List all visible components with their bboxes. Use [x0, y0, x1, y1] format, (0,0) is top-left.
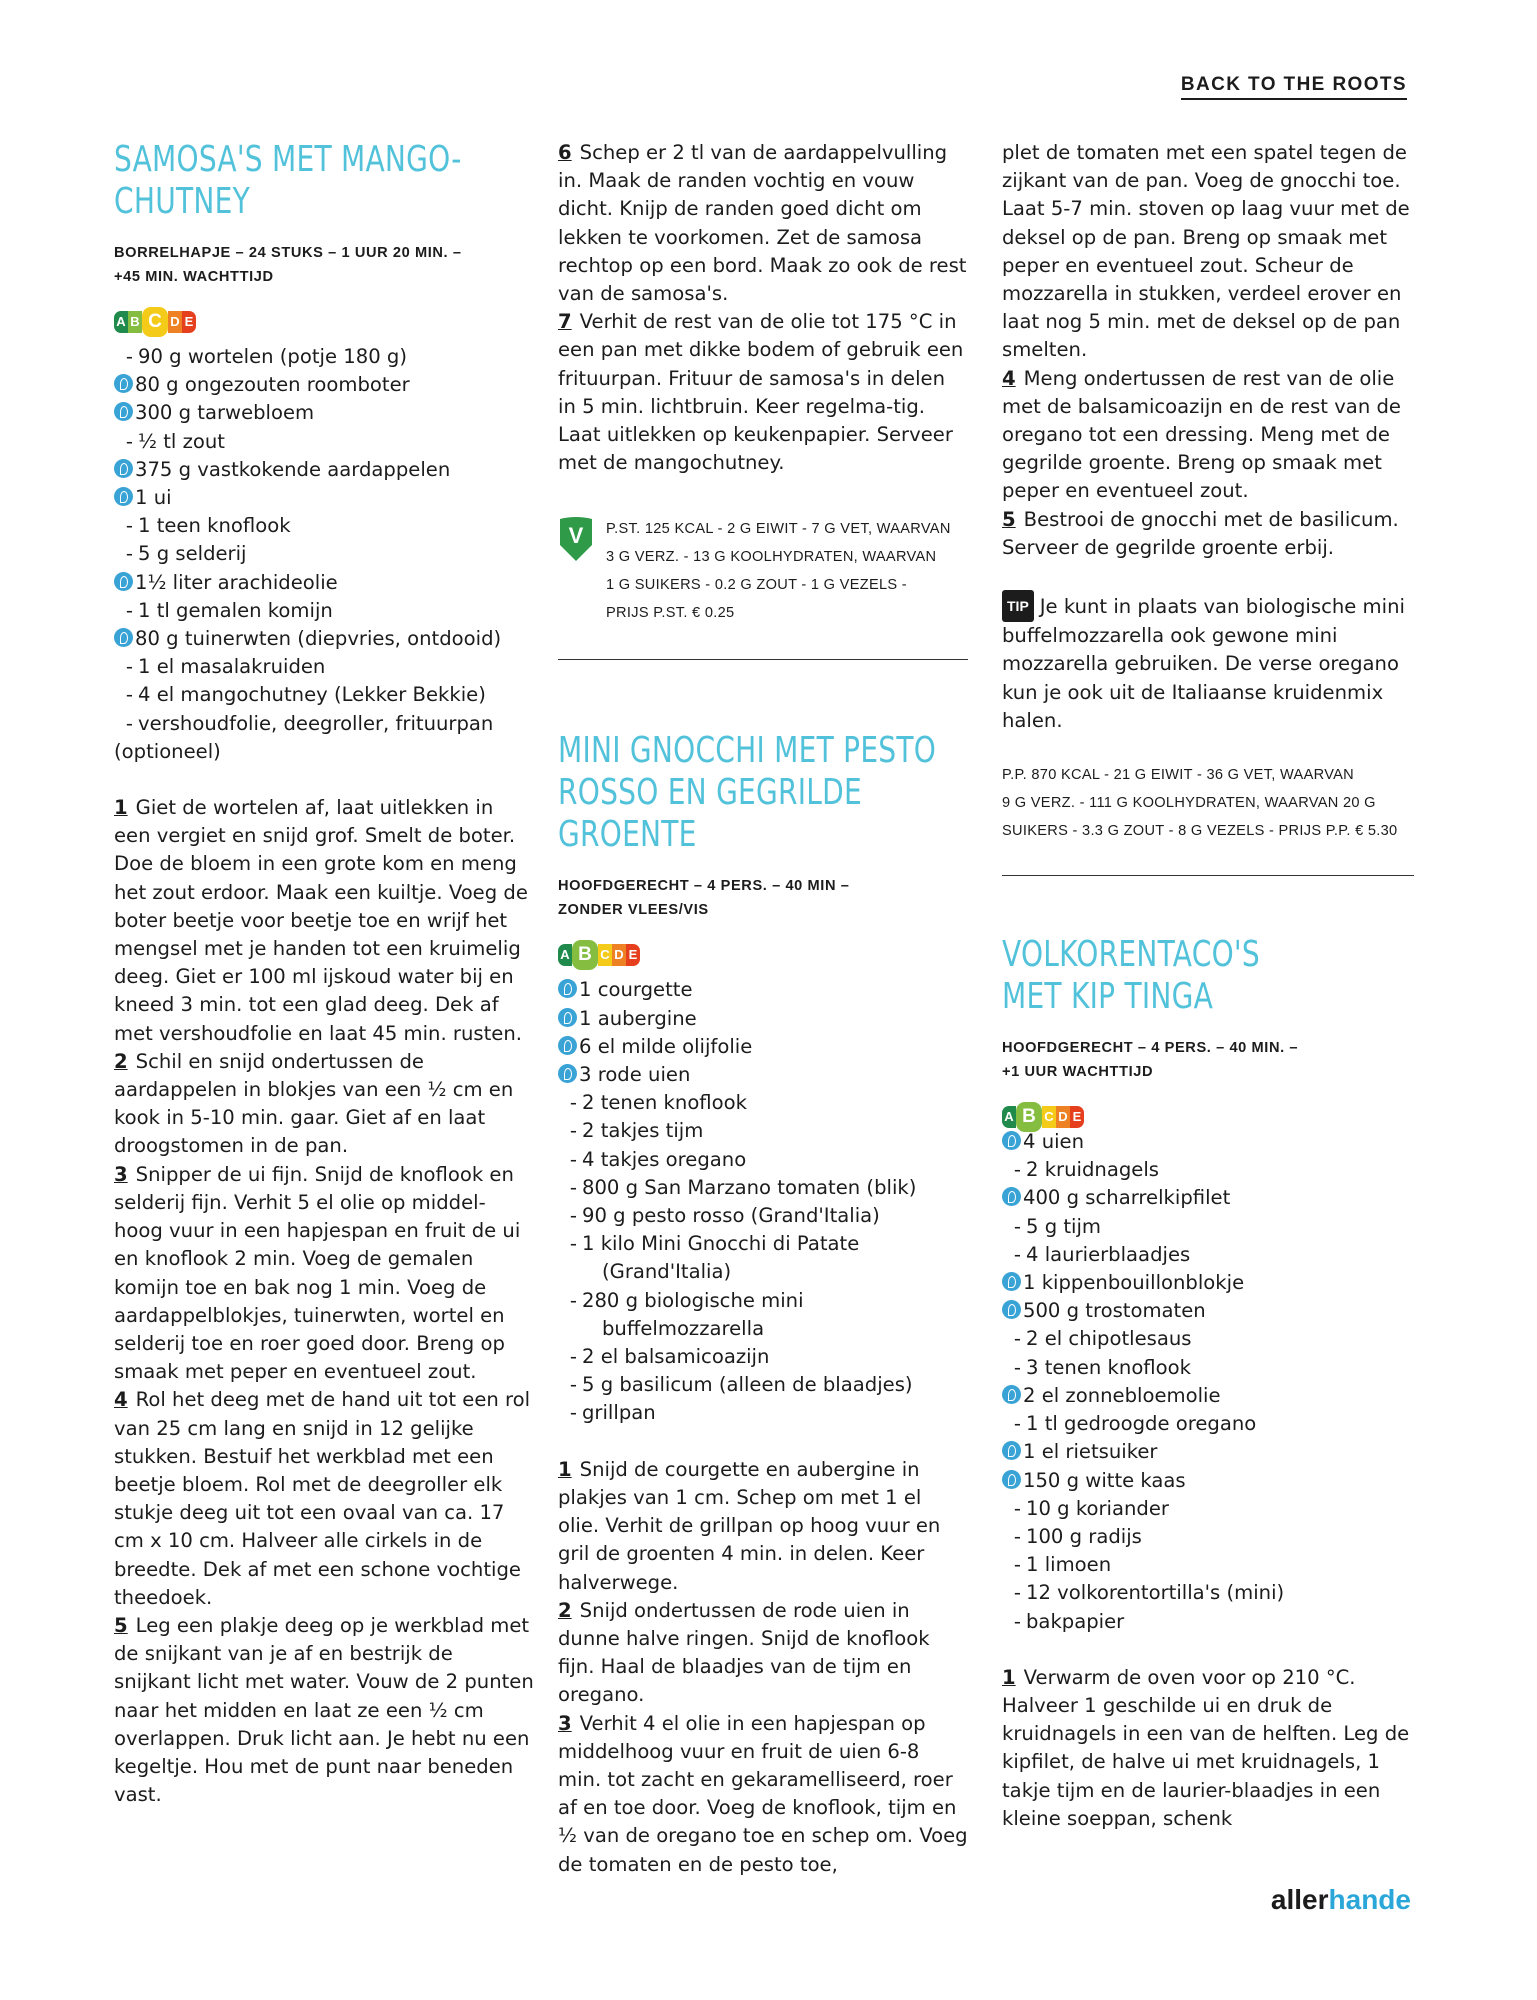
ingredient-item — [558, 1315, 968, 1343]
step-paragraph — [114, 1386, 534, 1612]
step-text: Rol het deeg met de hand uit tot een rol van 25 cm lang en snijd in 12 gelijke stukken. Bestuif het werkblad met een beetje bloem. Rol met de deegroller elk stukje deeg uit tot een ovaal van ca. 17 cm x 10 cm. Halveer alle cirkels in de breedte. Dek af met een schone vochtige theedoek. — [114, 1388, 531, 1609]
nutrition-line: P.ST. 125 KCAL - 2 G EIWIT - 7 G VET, WAARVAN — [606, 521, 951, 538]
bullet-dash: - — [569, 1175, 577, 1199]
ingredient-text: (optioneel) — [114, 739, 221, 763]
ingredient-text: 6 el milde olijfolie — [579, 1034, 753, 1058]
ingredient-item — [1002, 1128, 1414, 1156]
title-line: SAMOSA'S MET MANGO- — [114, 139, 462, 180]
organic-icon — [1002, 1187, 1021, 1206]
ingredient-text: 1 kilo Mini Gnocchi di Patate — [582, 1232, 860, 1256]
step-number: 5 — [114, 1613, 128, 1637]
step-number: 3 — [558, 1711, 572, 1735]
step-number: 4 — [114, 1388, 128, 1412]
ingredient-item — [558, 1287, 968, 1315]
meta-line: +1 UUR WACHTTIJD — [1002, 1064, 1154, 1081]
step-paragraph — [1002, 1664, 1414, 1833]
organic-icon — [1002, 1300, 1021, 1319]
nutriscore-b: B — [128, 311, 142, 333]
bullet-dash: - — [125, 683, 133, 707]
bullet-dash: - — [569, 1288, 577, 1312]
ingredient-text: bakpapier — [1026, 1609, 1125, 1633]
ingredient-text: 1 teen knoflook — [138, 514, 291, 538]
organic-icon — [114, 459, 133, 478]
ingredient-item — [114, 569, 534, 597]
organic-icon — [1002, 1385, 1021, 1404]
step-paragraph — [114, 1048, 534, 1161]
step-paragraph — [558, 1597, 968, 1710]
organic-icon — [558, 979, 577, 998]
ingredient-item — [558, 1005, 968, 1033]
ingredient-item — [1002, 1382, 1414, 1410]
step-text: Snijd de courgette en aubergine in plakjes van 1 cm. Schep om met 1 el olie. Verhit de grillpan op hoog vuur en gril de groenten 4 min. in delen. Keer halverwege. — [558, 1457, 941, 1594]
nutrition-line: 3 G VERZ. - 13 G KOOLHYDRATEN, WAARVAN — [606, 549, 937, 566]
step-number: 7 — [558, 310, 572, 334]
ingredient-item — [1002, 1410, 1414, 1438]
ingredient-text: 3 rode uien — [579, 1063, 691, 1087]
ingredient-text: 500 g trostomaten — [1023, 1299, 1206, 1323]
ingredient-text: 1 el rietsuiker — [1023, 1440, 1158, 1464]
bullet-dash: - — [1013, 1581, 1021, 1605]
bullet-dash: - — [569, 1119, 577, 1143]
step-paragraph — [1002, 506, 1414, 562]
bullet-dash: - — [1013, 1214, 1021, 1238]
nutrition-line: 1 G SUIKERS - 0.2 G ZOUT - 1 G VEZELS - — [606, 577, 907, 594]
ingredient-list — [1002, 1128, 1414, 1636]
ingredient-item — [114, 428, 534, 456]
nutriscore-a: A — [1002, 1106, 1016, 1128]
organic-icon — [114, 402, 133, 421]
nutriscore-d: D — [1056, 1106, 1070, 1128]
nutriscore-c: C — [142, 307, 168, 337]
step-number: 1 — [114, 796, 128, 820]
bullet-dash: - — [1013, 1524, 1021, 1548]
title-line: VOLKORENTACO'S — [1002, 934, 1260, 976]
ingredient-item — [558, 1230, 968, 1258]
organic-icon — [1002, 1272, 1021, 1291]
organic-icon — [1002, 1441, 1021, 1460]
bullet-dash: - — [1013, 1242, 1021, 1266]
nutriscore-badge — [114, 307, 534, 337]
ingredient-item — [114, 456, 534, 484]
ingredient-item — [558, 1343, 968, 1371]
ingredient-item — [114, 371, 534, 399]
ingredient-item — [1002, 1495, 1414, 1523]
ingredient-text: 5 g tijm — [1026, 1214, 1102, 1238]
ingredient-item — [558, 1033, 968, 1061]
ingredient-text: 1 kippenbouillonblokje — [1023, 1271, 1245, 1295]
ingredient-text: 80 g ongezouten roomboter — [135, 373, 410, 397]
step-paragraph — [558, 308, 968, 477]
ingredient-item — [114, 738, 534, 766]
recipe-meta — [1002, 1036, 1414, 1084]
step-number: 5 — [1002, 507, 1016, 531]
ingredient-text: 4 takjes oregano — [582, 1147, 747, 1171]
svg-text:V: V — [568, 523, 584, 549]
ingredient-item — [114, 484, 534, 512]
ingredient-text: 10 g koriander — [1026, 1496, 1169, 1520]
ingredient-item — [1002, 1269, 1414, 1297]
bullet-dash: - — [1013, 1158, 1021, 1182]
column-1 — [114, 139, 534, 1809]
bullet-dash: - — [125, 598, 133, 622]
bullet-dash: - — [569, 1401, 577, 1425]
tip-text: Je kunt in plaats van biologische mini buffelmozzarella ook gewone mini mozzarella gebruiken. De verse oregano kun je ook uit de Italiaanse kruidenmix halen. — [1002, 595, 1405, 732]
nutriscore-badge — [558, 940, 968, 970]
ingredient-item — [558, 1117, 968, 1145]
bullet-dash: - — [125, 345, 133, 368]
ingredient-item — [1002, 1297, 1414, 1325]
title-line: MINI GNOCCHI MET PESTO — [558, 730, 937, 772]
instruction-steps — [1002, 365, 1414, 562]
step-number: 4 — [1002, 366, 1016, 390]
step-paragraph — [558, 1456, 968, 1597]
nutriscore-c: C — [1042, 1106, 1056, 1128]
recipe-title-gnocchi — [558, 730, 967, 856]
ingredient-text: 1 limoen — [1026, 1553, 1112, 1577]
ingredient-item — [558, 1174, 968, 1202]
bullet-dash: - — [569, 1232, 577, 1256]
bullet-dash: - — [1013, 1609, 1021, 1633]
ingredient-text: 5 g basilicum (alleen de blaadjes) — [582, 1373, 913, 1397]
title-line: ROSSO EN GEGRILDE GROENTE — [558, 772, 863, 856]
ingredient-text: 2 el balsamicoazijn — [582, 1345, 770, 1369]
step-text: Schep er 2 tl van de aardappelvulling in. Maak de randen vochtig en vouw dicht. Knijp de randen goed dicht om lekken te voorkomen. Zet de samosa rechtop op een bord. Maak zo ook de rest van de samosa's. — [558, 141, 967, 306]
ingredient-text: 1½ liter arachideolie — [135, 570, 338, 594]
ingredient-text: 90 g wortelen (potje 180 g) — [138, 345, 407, 368]
ingredient-item — [114, 540, 534, 568]
ingredient-text: 80 g tuinerwten (diepvries, ontdooid) — [135, 627, 502, 651]
bullet-dash: - — [125, 429, 133, 453]
step-number: 2 — [114, 1049, 128, 1073]
bullet-dash: - — [125, 711, 133, 735]
instruction-steps — [1002, 1664, 1414, 1833]
ingredient-text: 12 volkorentortilla's (mini) — [1026, 1581, 1285, 1605]
tip-badge: TIP — [1002, 590, 1034, 622]
ingredient-item — [1002, 1325, 1414, 1353]
ingredient-item — [1002, 1156, 1414, 1184]
nutriscore-a: A — [558, 944, 572, 966]
ingredient-text: 90 g pesto rosso (Grand'Italia) — [582, 1204, 880, 1228]
bullet-dash: - — [569, 1373, 577, 1397]
recipe-meta — [114, 241, 534, 289]
ingredient-text: 2 kruidnagels — [1026, 1158, 1159, 1182]
ingredient-item — [1002, 1438, 1414, 1466]
ingredient-text: ½ tl zout — [138, 429, 225, 453]
ingredient-text: buffelmozzarella — [602, 1316, 765, 1340]
nutriscore-e: E — [182, 311, 196, 333]
divider — [558, 659, 968, 660]
ingredient-item — [1002, 1354, 1414, 1382]
ingredient-item — [114, 343, 534, 371]
divider — [1002, 875, 1414, 876]
nutriscore-d: D — [168, 311, 182, 333]
ingredient-text: 1 courgette — [579, 978, 693, 1002]
ingredient-item — [114, 681, 534, 709]
organic-icon — [558, 1064, 577, 1083]
step-paragraph — [114, 1612, 534, 1809]
bullet-dash: - — [1013, 1553, 1021, 1577]
ingredient-text: grillpan — [582, 1401, 656, 1425]
recipe-meta — [558, 874, 968, 922]
step-number: 3 — [114, 1162, 128, 1186]
meta-line: BORRELHAPJE – 24 STUKS – 1 UUR 20 MIN. – — [114, 245, 462, 261]
instruction-steps — [558, 1456, 968, 1879]
tip-block — [1002, 590, 1414, 735]
ingredient-text: 1 el masalakruiden — [138, 655, 326, 679]
step-text: Verwarm de oven voor op 210 °C. Halveer 1 geschilde ui en druk de kruidnagels in een van de helften. Leg de kipfilet, de halve ui met kruidnagels, 1 takje tijm en de laurier-blaadjes in een kleine soeppan, schenk — [1002, 1665, 1410, 1830]
section-header: BACK TO THE ROOTS — [1181, 74, 1407, 100]
bullet-dash: - — [569, 1345, 577, 1369]
ingredient-text: 2 el chipotlesaus — [1026, 1327, 1192, 1351]
ingredient-text: 1 tl gemalen komijn — [138, 598, 333, 622]
instruction-steps — [114, 794, 534, 1809]
bullet-dash: - — [1013, 1327, 1021, 1351]
nutrition-text — [1002, 761, 1414, 845]
ingredient-item — [1002, 1213, 1414, 1241]
title-line: CHUTNEY — [114, 181, 250, 222]
bullet-dash: - — [1013, 1412, 1021, 1436]
step-text: Leg een plakje deeg op je werkblad met de snijkant van je af en bestrijk de snijkant licht met water. Vouw de 2 punten naar het midden en laat ze een ½ cm overlappen. Druk licht aan. Je hebt nu een kegeltje. Hou met de punt naar beneden vast. — [114, 1613, 534, 1807]
ingredient-text: 4 laurierblaadjes — [1026, 1242, 1191, 1266]
recipe-title-tacos — [1002, 934, 1413, 1018]
brand-part: hande — [1328, 1884, 1411, 1915]
column-2 — [558, 139, 968, 1879]
ingredient-text: 400 g scharrelkipfilet — [1023, 1186, 1231, 1210]
ingredient-item — [558, 1399, 968, 1427]
organic-icon — [558, 1036, 577, 1055]
nutrition-line: P.P. 870 KCAL - 21 G EIWIT - 36 G VET, WAARVAN — [1002, 767, 1355, 784]
step-paragraph — [114, 794, 534, 1048]
ingredient-text: 2 takjes tijm — [582, 1119, 704, 1143]
step-paragraph — [558, 1710, 968, 1879]
nutriscore-d: D — [612, 944, 626, 966]
ingredient-item — [114, 653, 534, 681]
nutriscore-c: C — [598, 944, 612, 966]
step-paragraph — [114, 1161, 534, 1387]
organic-icon — [114, 374, 133, 393]
ingredient-item — [558, 1089, 968, 1117]
ingredient-list — [114, 343, 534, 766]
ingredient-text: 4 uien — [1023, 1130, 1085, 1154]
bullet-dash: - — [125, 542, 133, 566]
meta-line: HOOFDGERECHT – 4 PERS. – 40 MIN – — [558, 878, 850, 895]
step-text: Schil en snijd ondertussen de aardappelen in blokjes van een ½ cm en kook in 5-10 min. gaar. Giet af en laat droogstomen in de pan. — [114, 1049, 514, 1158]
column-3 — [1002, 139, 1414, 1833]
step-number: 1 — [1002, 1665, 1016, 1689]
ingredient-text: 100 g radijs — [1026, 1524, 1142, 1548]
nutrition-line: SUIKERS - 3.3 G ZOUT - 8 G VEZELS - PRIJS P.P. € 5.30 — [1002, 823, 1398, 840]
bullet-dash: - — [125, 514, 133, 538]
ingredient-text: 300 g tarwebloem — [135, 401, 315, 425]
ingredient-item — [558, 1202, 968, 1230]
nutriscore-a: A — [114, 311, 128, 333]
ingredient-item — [558, 1061, 968, 1089]
ingredient-text: 2 tenen knoflook — [582, 1091, 747, 1115]
ingredient-item — [114, 399, 534, 427]
step-number: 1 — [558, 1457, 572, 1481]
ingredient-text: 1 ui — [135, 486, 172, 510]
ingredient-item — [558, 1146, 968, 1174]
instruction-steps-continued — [1002, 139, 1414, 365]
bullet-dash: - — [569, 1204, 577, 1228]
instruction-steps-continued — [558, 139, 968, 477]
ingredient-text: 1 aubergine — [579, 1006, 697, 1030]
ingredient-item — [114, 597, 534, 625]
ingredient-item — [1002, 1523, 1414, 1551]
ingredient-item — [558, 976, 968, 1004]
step-text: Meng ondertussen de rest van de olie met de balsamicoazijn en de rest van de oregano tot een dressing. Meng met de gegrilde groente. Breng op smaak met peper en eventueel zout. — [1002, 366, 1401, 503]
title-line: MET KIP TINGA — [1002, 976, 1214, 1018]
step-text: Bestrooi de gnocchi met de basilicum. Serveer de gegrilde groente erbij. — [1002, 507, 1399, 559]
ingredient-item — [558, 1258, 968, 1286]
bullet-dash: - — [1013, 1355, 1021, 1379]
ingredient-list — [558, 976, 968, 1427]
ingredient-item — [1002, 1579, 1414, 1607]
nutriscore-e: E — [626, 944, 640, 966]
brand-part: aller — [1270, 1884, 1329, 1915]
step-text: Snijd ondertussen de rode uien in dunne halve ringen. Snijd de knoflook fijn. Haal de blaadjes van de tijm en oregano. — [558, 1598, 930, 1707]
bullet-dash: - — [1013, 1496, 1021, 1520]
step-number: 2 — [558, 1598, 572, 1622]
ingredient-text: 2 el zonnebloemolie — [1023, 1383, 1221, 1407]
meta-line: +45 MIN. WACHTTIJD — [114, 269, 274, 285]
organic-icon — [114, 487, 133, 506]
ingredient-text: vershoudfolie, deegroller, frituurpan — [138, 711, 494, 735]
nutrition-info-samosa — [558, 515, 968, 627]
ingredient-item — [1002, 1551, 1414, 1579]
step-paragraph — [558, 139, 968, 308]
ingredient-text: 800 g San Marzano tomaten (blik) — [582, 1175, 917, 1199]
nutriscore-b: B — [572, 940, 598, 970]
nutriscore-e: E — [1070, 1106, 1084, 1128]
ingredient-text: 280 g biologische mini — [582, 1288, 804, 1312]
nutrition-text — [606, 515, 951, 627]
recipe-title-samosa — [114, 139, 533, 223]
organic-icon — [114, 628, 133, 647]
meta-line: HOOFDGERECHT – 4 PERS. – 40 MIN. – — [1002, 1040, 1299, 1057]
nutriscore-b: B — [1016, 1102, 1042, 1132]
ingredient-text: 3 tenen knoflook — [1026, 1355, 1191, 1379]
step-number: 6 — [558, 141, 572, 164]
step-paragraph — [1002, 365, 1414, 506]
ingredient-text: (Grand'Italia) — [602, 1260, 732, 1284]
meta-line: ZONDER VLEES/VIS — [558, 902, 709, 919]
ingredient-text: 375 g vastkokende aardappelen — [135, 457, 451, 481]
organic-icon — [1002, 1131, 1021, 1150]
step-continuation: plet de tomaten met een spatel tegen de zijkant van de pan. Voeg de gnocchi toe. Laat 5-7 min. stoven op laag vuur met de deksel op de pan. Breng op smaak met peper en eventueel zout. Scheur de mozzarella in stukken, verdeel erover en laat nog 5 min. met de deksel op de pan smelten. — [1002, 141, 1410, 362]
step-text: Verhit 4 el olie in een hapjespan op middelhoog vuur en fruit de uien 6-8 min. tot zacht en gekaramelliseerd, roer af en toe door. Voeg de knoflook, tijm en ½ van de oregano toe en schep om. Voeg de tomaten en de pesto toe, — [558, 1711, 968, 1876]
ingredient-item — [114, 512, 534, 540]
ingredient-text: 150 g witte kaas — [1023, 1468, 1186, 1492]
brand-logo — [1271, 1884, 1411, 1916]
nutrition-line: PRIJS P.ST. € 0.25 — [606, 605, 735, 622]
step-text: Snipper de ui fijn. Snijd de knoflook en selderij fijn. Verhit 5 el olie op middel-hoog vuur in een hapjespan en fruit de ui en knoflook 2 min. Voeg de gemalen komijn toe en bak nog 1 min. Voeg de aardappelblokjes, tuinerwten, wortel en selderij toe en roer goed door. Breng op smaak met peper en eventueel zout. — [114, 1162, 521, 1384]
ingredient-item — [558, 1371, 968, 1399]
bullet-dash: - — [125, 655, 133, 679]
ingredient-text: 5 g selderij — [138, 542, 247, 566]
vegetarian-icon — [558, 515, 594, 561]
ingredient-item — [1002, 1184, 1414, 1212]
step-text: Giet de wortelen af, laat uitlekken in een vergiet en snijd grof. Smelt de boter. Doe de bloem in een grote kom en meng het zout erdoor. Maak een kuiltje. Voeg de boter beetje voor beetje toe en wrijf het mengsel met je handen tot een kruimelig deeg. Giet er 100 ml ijskoud water bij en kneed 3 min. tot een glad deeg. Dek af met vershoudfolie en laat 45 min. rusten. — [114, 796, 528, 1045]
bullet-dash: - — [569, 1091, 577, 1115]
step-text: Verhit de rest van de olie tot 175 °C in een pan met dikke bodem of gebruik een frituurpan. Frituur de samosa's in delen in 5 min. lichtbruin. Keer regelma-tig. Laat uitlekken op keukenpapier. Serveer met de mangochutney. — [558, 310, 964, 475]
ingredient-text: 1 tl gedroogde oregano — [1026, 1412, 1257, 1436]
ingredient-item — [114, 710, 534, 738]
nutrition-line: 9 G VERZ. - 111 G KOOLHYDRATEN, WAARVAN 20 G — [1002, 795, 1376, 812]
ingredient-item — [1002, 1241, 1414, 1269]
ingredient-item — [1002, 1608, 1414, 1636]
ingredient-item — [114, 625, 534, 653]
ingredient-item — [1002, 1467, 1414, 1495]
bullet-dash: - — [569, 1147, 577, 1171]
organic-icon — [114, 572, 133, 591]
ingredient-text: 4 el mangochutney (Lekker Bekkie) — [138, 683, 486, 707]
organic-icon — [1002, 1470, 1021, 1489]
organic-icon — [558, 1008, 577, 1027]
